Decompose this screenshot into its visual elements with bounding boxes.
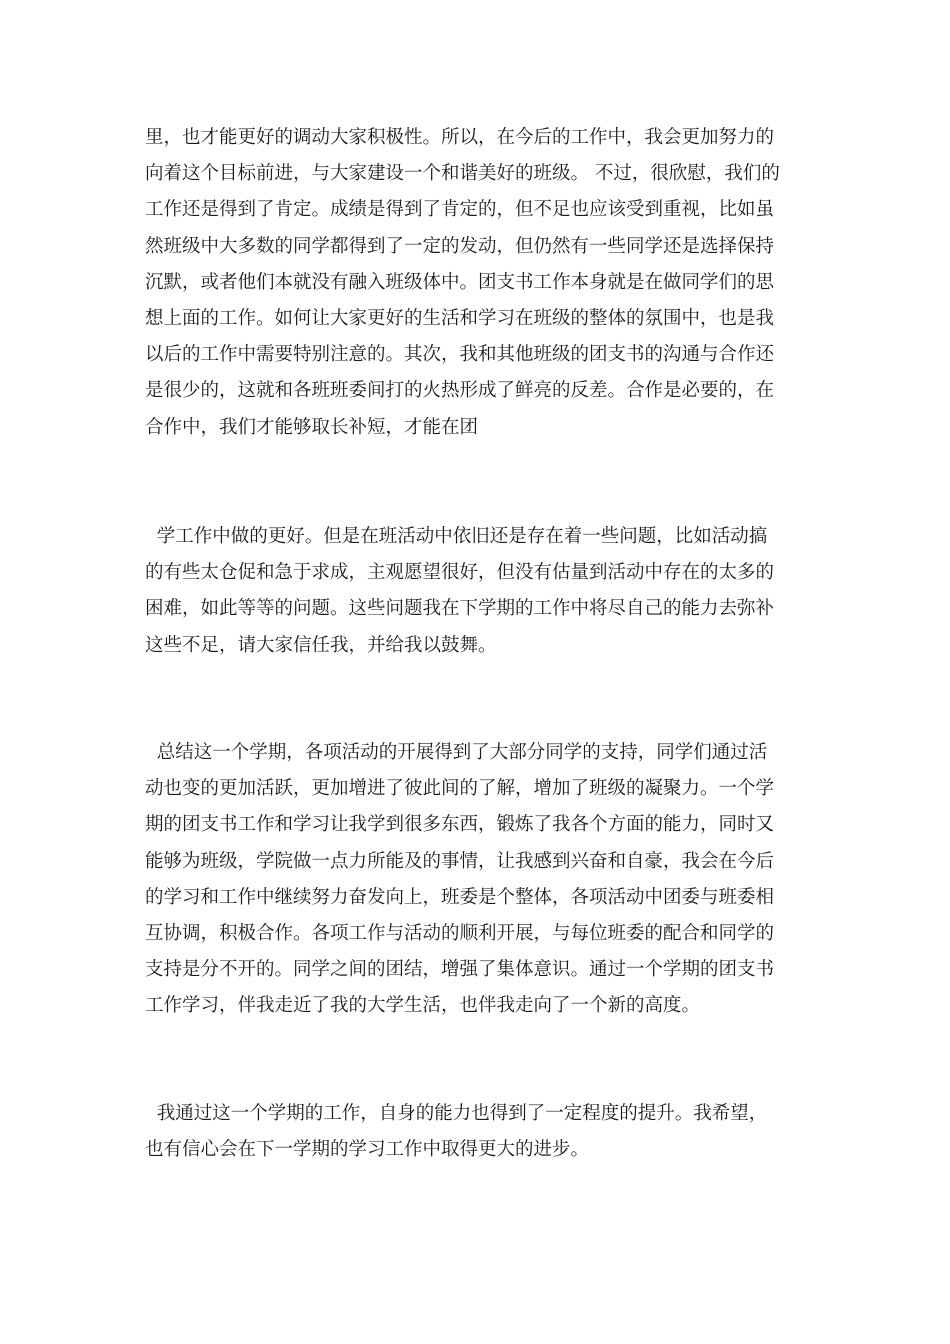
text-line: 总结这一个学期，各项活动的开展得到了大部分同学的支持，同学们通过活: [145, 742, 768, 763]
text-line: 支持是分不开的。同学之间的团结，增强了集体意识。通过一个学期的团支书: [145, 959, 775, 981]
text-line: 互协调，积极合作。各项工作与活动的顺利开展，与每位班委的配合和同学的: [145, 922, 775, 944]
paragraph-2: [145, 519, 774, 664]
text-line: 我通过这一个学期的工作，自身的能力也得到了一定程度的提升。我希望，: [145, 1103, 768, 1124]
text-line: 然班级中大多数的同学都得到了一定的发动，但仍然有一些同学还是选择保持: [145, 235, 775, 257]
text-line: 的学习和工作中继续努力奋发向上，班委是个整体，各项活动中团委与班委相: [145, 886, 775, 908]
text-line: 向着这个目标前进，与大家建设一个和谐美好的班级。 不过，很欣慰，我们的: [145, 163, 780, 185]
text-line: 期的团支书工作和学习让我学到很多东西，锻炼了我各个方面的能力，同时又: [145, 814, 775, 836]
text-line: 学工作中做的更好。但是在班活动中依旧还是存在着一些问题，比如活动搞: [145, 526, 768, 547]
text-line: 里，也才能更好的调动大家积极性。所以，在今后的工作中，我会更加努力的: [145, 127, 775, 148]
paragraph-4: [145, 1096, 767, 1168]
text-line: 合作中，我们才能够取长补短，才能在团: [145, 416, 479, 438]
text-line: 是很少的，这就和各班班委间打的火热形成了鲜亮的反差。合作是必要的，在: [145, 380, 775, 402]
paragraph-1: [145, 120, 780, 446]
text-line: 能够为班级，学院做一点力所能及的事情，让我感到兴奋和自豪，我会在今后: [145, 850, 775, 872]
text-line: 以后的工作中需要特别注意的。其次，我和其他班级的团支书的沟通与合作还: [145, 344, 775, 366]
text-line: 工作还是得到了肯定。成绩是得到了肯定的，但不足也应该受到重视，比如虽: [145, 199, 775, 221]
text-line: 这些不足，请大家信任我，并给我以鼓舞。: [145, 634, 497, 656]
text-line: 也有信心会在下一学期的学习工作中取得更大的进步。: [145, 1139, 590, 1161]
paragraph-3: [145, 735, 774, 1025]
text-line: 的有些太仓促和急于求成，主观愿望很好，但没有估量到活动中存在的太多的: [145, 562, 775, 584]
text-line: 困难，如此等等的问题。这些问题我在下学期的工作中将尽自己的能力去弥补: [145, 598, 775, 620]
text-line: 想上面的工作。如何让大家更好的生活和学习在班级的整体的氛围中，也是我: [145, 307, 775, 329]
text-line: 沉默，或者他们本就没有融入班级体中。团支书工作本身就是在做同学们的思: [145, 271, 775, 293]
text-line: 工作学习，伴我走近了我的大学生活，也伴我走向了一个新的高度。: [145, 995, 701, 1017]
text-line: 动也变的更加活跃，更加增进了彼此间的了解，增加了班级的凝聚力。一个学: [145, 778, 775, 800]
